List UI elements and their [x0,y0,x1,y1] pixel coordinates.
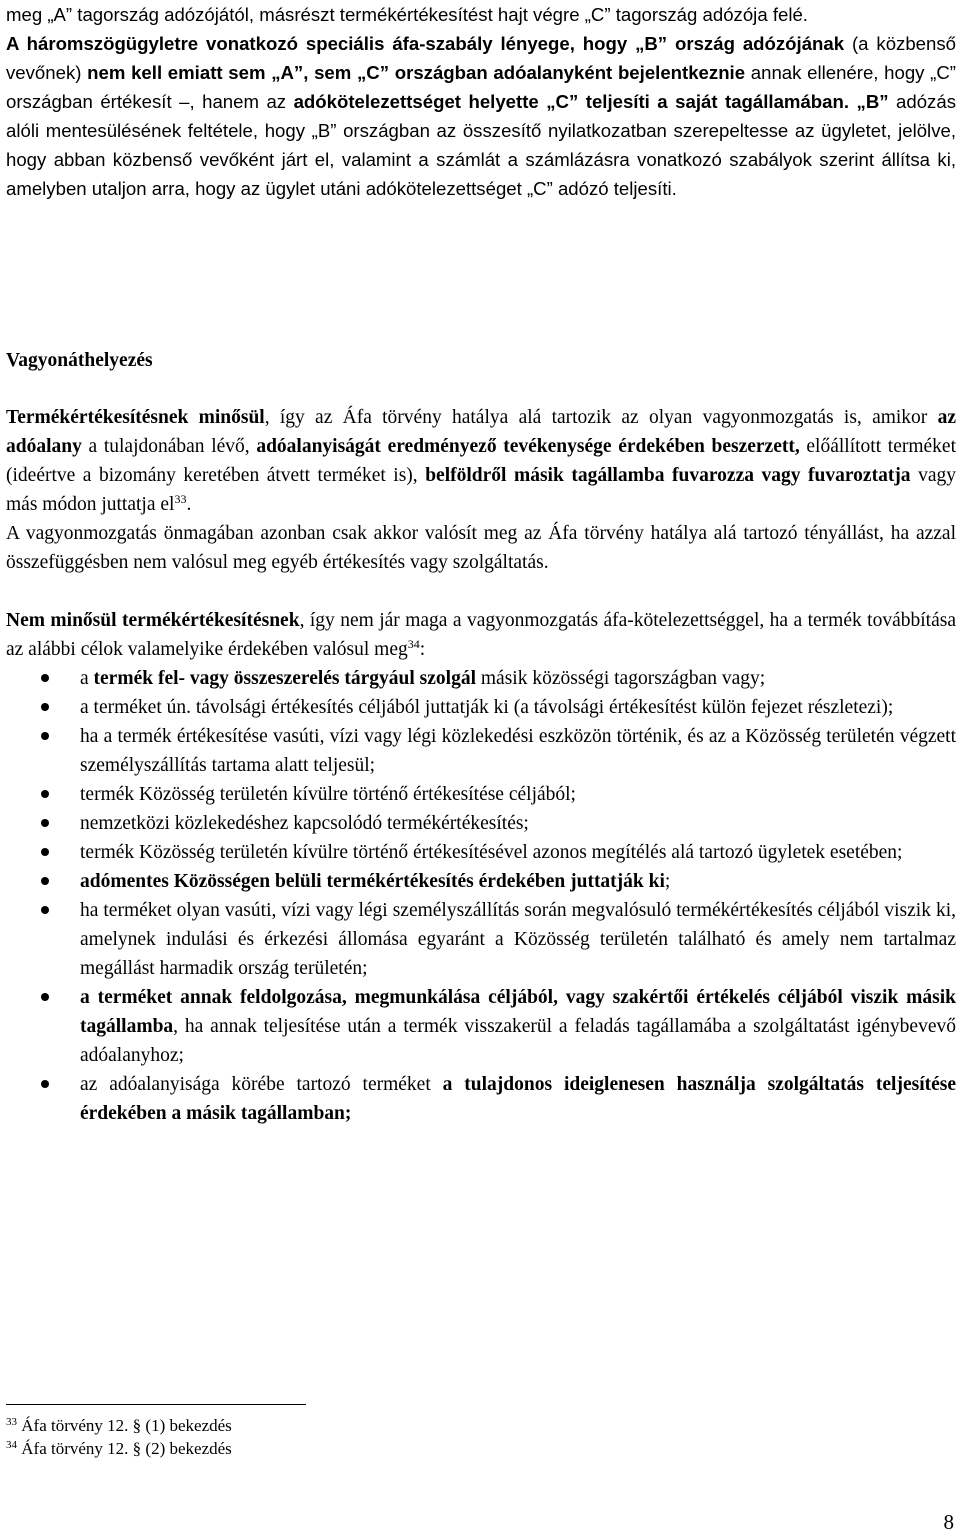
bold-text: termék fel- vagy összeszerelés tárgyául szolgál [93,668,477,689]
list-item [6,838,956,867]
footnote-number: 33 [6,1416,17,1428]
footnote-divider [6,1404,306,1405]
footnote-text: Áfa törvény 12. § (1) bekezdés [17,1416,232,1435]
text-run: a [80,668,94,689]
section-body [6,403,956,1128]
bullet-icon [41,819,49,827]
bullet-icon [41,877,49,885]
footnote-ref-34[interactable]: 34 [407,637,420,651]
text-run: adózás alóli mentesülésének feltétele, hogy „B” országban az összesítő nyilatkozatban szerepeltesse az ügyletet, jelölve, hogy abban közbenső vevőként járt el, valamint a számlát a számlázásra vonatkozó szabályok szerint állítsa ki, amelyben utaljon arra, hogy az ügylet utáni adókötelezettséget „C” adózó teljesíti. [6,91,956,199]
paragraph-3-text [6,610,956,660]
text-run: , ha annak teljesítése után a termék visszakerül a feladás tagállamába a szolgáltatást igénybevevő adóalanyhoz; [80,1016,956,1066]
text-run: annak ellenére, hogy „C” országban értékesít –, hanem az [6,62,956,112]
paragraph-2: A vagyonmozgatás önmagában azonban csak akkor valósít meg az Áfa törvény hatálya alá tartozó tényállást, ha azzal összefüggésben nem valósul meg egyéb értékesítés vagy szolgáltatás. [6,523,956,573]
bold-text: nem kell emiatt sem „A”, sem „C” országban adóalanyként bejelentkeznie [87,62,746,83]
bold-text: belföldről másik tagállamba fuvarozza vagy fuvaroztatja [425,465,911,486]
list-item [6,722,956,780]
footnote-34 [6,1437,232,1460]
footnote-number: 34 [6,1439,17,1451]
bold-text: „B” [856,91,889,112]
exception-list [6,664,956,1128]
list-item [6,983,956,1070]
text-run: a terméket ún. távolsági értékesítés céljából juttatják ki (a távolsági értékesítést külön fejezet részletezi); [80,697,894,718]
bullet-icon [41,790,49,798]
bold-text: A háromszögügyletre vonatkozó speciális áfa-szabály lényege, hogy „B” ország adózójának [6,33,845,54]
page-number: 8 [943,1510,954,1534]
paragraph-1 [6,403,956,519]
list-item [6,867,956,896]
list-item [6,809,956,838]
text-run: másik közösségi tagországban vagy; [476,668,766,689]
paragraph-1-end: . [186,494,192,515]
bullet-icon [41,674,49,682]
intro-paragraph [6,33,956,199]
list-item [6,896,956,983]
footnote-33 [6,1414,232,1437]
text-run: , így az Áfa törvény hatálya alá tartozik az olyan vagyonmozgatás is, amikor [264,407,938,428]
text-run: , így nem jár maga a vagyonmozgatás áfa-kötelezettséggel, ha a termék továbbítása az alábbi célok valamelyike érdekében valósul meg [6,610,956,660]
paragraph-3-end: : [419,639,426,660]
bold-text: adókötelezettséget helyette „C” teljesíti a saját tagállamában. [293,91,850,112]
text-run: vagy más módon juttatja el [6,465,956,515]
text-run: ha terméket olyan vasúti, vízi vagy légi személyszállítás során megvalósuló termékértékesítés céljából viszik ki, amelynek indulási és érkezési állomása egyaránt a Közösség területén található és amely nem tartalmaz megállást harmadik ország területén; [80,900,956,979]
paragraph-3 [6,606,956,664]
bold-text: az adóalany [6,407,956,457]
bullet-icon [41,732,49,740]
text-run: meg „A” tagország adózójától, másrészt termékértékesítést hajt végre „C” tagország adózója felé. [6,4,808,25]
text-run: nemzetközi közlekedéshez kapcsolódó termékértékesítés; [80,813,529,834]
text-run: ha a termék értékesítése vasúti, vízi vagy légi közlekedési eszközön történik, és az a Közösség területén végzett személyszállítás tartama alatt teljesül; [80,726,956,776]
text-run: (a közbenső vevőnek) [6,33,956,83]
footnote-text: Áfa törvény 12. § (2) bekezdés [17,1439,232,1458]
text-run [849,91,857,112]
intro-text [6,0,956,203]
bold-text: Nem minősül termékértékesítésnek [6,610,300,631]
bullet-icon [41,993,49,1001]
paragraph-1-text [6,407,956,515]
bullet-icon [41,703,49,711]
bullet-icon [41,1080,49,1088]
text-run: termék Közösség területén kívülre történő értékesítésével azonos megítélés alá tartozó ügyletek esetében; [80,842,903,863]
bold-text: adómentes Közösségen belüli termékértékesítés érdekében juttatják ki [80,871,665,892]
footnotes [6,1414,232,1460]
bold-text: a tulajdonos ideiglenesen használja szolgáltatás teljesítése érdekében a másik tagállamban; [80,1074,956,1124]
section-heading: Vagyonáthelyezés [6,350,153,371]
list-item [6,780,956,809]
text-run: az adóalanyisága körébe tartozó terméket [80,1074,443,1095]
list-item [6,664,956,693]
text-run: előállított terméket (ideértve a bizomány keretében átvett terméket is), [6,436,956,486]
footnote-ref-33[interactable]: 33 [174,492,187,506]
bold-text: a terméket annak feldolgozása, megmunkálása céljából, vagy szakértői értékelés céljából viszik másik tagállamba [80,987,956,1037]
text-run: a tulajdonában lévő, [81,436,257,457]
bullet-icon [41,848,49,856]
bold-text: Termékértékesítésnek minősül [6,407,265,428]
list-item [6,1070,956,1128]
text-run: ; [664,871,671,892]
intro-line [6,4,808,25]
bullet-icon [41,906,49,914]
bold-text: adóalanyiságát eredményező tevékenysége érdekében beszerzett, [256,436,800,457]
list-item [6,693,956,722]
text-run: termék Közösség területén kívülre történő értékesítése céljából; [80,784,576,805]
